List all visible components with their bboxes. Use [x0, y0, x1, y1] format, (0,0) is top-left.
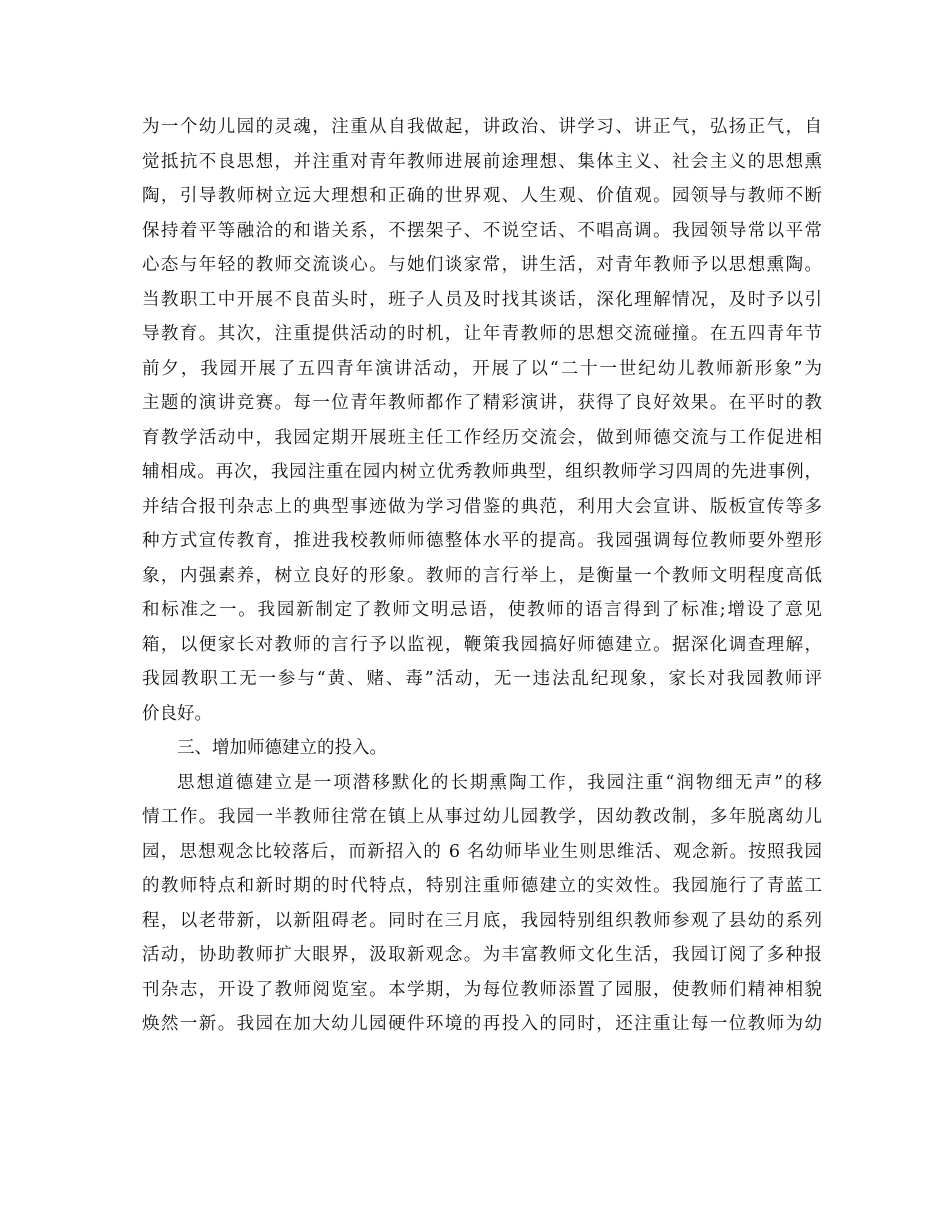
text-line: 情工作。我园一半教师往常在镇上从事过幼儿园教学，因幼教改制，多年脱离幼儿 [142, 807, 822, 827]
text-line: 象，内强素养，树立良好的形象。教师的言行举上，是衡量一个教师文明程度高低 [142, 565, 822, 586]
text-line: 主题的演讲竞赛。每一位青年教师都作了精彩演讲，获得了良好效果。在平时的教 [142, 393, 822, 413]
text-line: 觉抵抗不良思想，并注重对青年教师进展前途理想、集体主义、社会主义的思想熏 [142, 151, 822, 172]
text-line: 我园教职工无一参与“黄、赌、毒”活动，无一违法乱纪现象，家长对我园教师评 [142, 669, 822, 689]
text-line: 陶，引导教师树立远大理想和正确的世界观、人生观、价值观。园领导与教师不断 [142, 186, 822, 206]
text-line: 焕然一新。我园在加大幼儿园硬件环境的再投入的同时，还注重让每一位教师为幼 [142, 1014, 822, 1034]
text-line: 为一个幼儿园的灵魂，注重从自我做起，讲政治、讲学习、讲正气，弘扬正气，自 [142, 117, 822, 137]
paragraph-2 [142, 766, 822, 1042]
text-line: 保持着平等融洽的和谐关系，不摆架子、不说空话、不唱高调。我园领导常以平常 [142, 220, 822, 241]
body-text [142, 110, 822, 1042]
text-line: 并结合报刊杂志上的典型事迹做为学习借鉴的典范，利用大会宣讲、版板宣传等多 [142, 496, 822, 517]
text-line: 活动，协助教师扩大眼界，汲取新观念。为丰富教师文化生活，我园订阅了多种报 [142, 945, 822, 965]
text-line: 箱，以便家长对教师的言行予以监视，鞭策我园搞好师德建立。据深化调查理解， [142, 634, 822, 655]
text-line: 刊杂志，开设了教师阅览室。本学期，为每位教师添置了园服，使教师们精神相貌 [142, 979, 822, 1000]
text-line: 辅相成。再次，我园注重在园内树立优秀教师典型，组织教师学习四周的先进事例， [142, 462, 822, 482]
text-line: 导教育。其次，注重提供活动的时机，让年青教师的思想交流碰撞。在五四青年节 [142, 324, 822, 344]
text-line: 前夕，我园开展了五四青年演讲活动，开展了以“二十一世纪幼儿教师新形象”为 [142, 358, 822, 379]
text-line: 程，以老带新，以新阻碍老。同时在三月底，我园特别组织教师参观了县幼的系列 [142, 910, 822, 931]
paragraph-1 [142, 110, 822, 731]
text-line: 园，思想观念比较落后，而新招入的 6 名幼师毕业生则思维活、观念新。按照我园 [142, 841, 822, 862]
text-line: 的教师特点和新时期的时代特点，特别注重师德建立的实效性。我园施行了青蓝工 [142, 876, 822, 896]
text-line: 价良好。 [142, 703, 212, 724]
text-line: 思想道德建立是一项潜移默化的长期熏陶工作，我园注重“润物细无声”的移 [177, 772, 822, 793]
text-line: 心态与年轻的教师交流谈心。与她们谈家常，讲生活，对青年教师予以思想熏陶。 [142, 255, 822, 275]
text-line: 当教职工中开展不良苗头时，班子人员及时找其谈话，深化理解情况，及时予以引 [142, 289, 822, 310]
text-line: 和标准之一。我园新制定了教师文明忌语，使教师的语言得到了标准;增设了意见 [142, 600, 822, 620]
text-line: 育教学活动中，我园定期开展班主任工作经历交流会，做到师德交流与工作促进相 [142, 427, 822, 448]
section-heading: 三、增加师德建立的投入。 [177, 738, 387, 758]
text-line: 种方式宣传教育，推进我校教师师德整体水平的提高。我园强调每位教师要外塑形 [142, 531, 822, 551]
